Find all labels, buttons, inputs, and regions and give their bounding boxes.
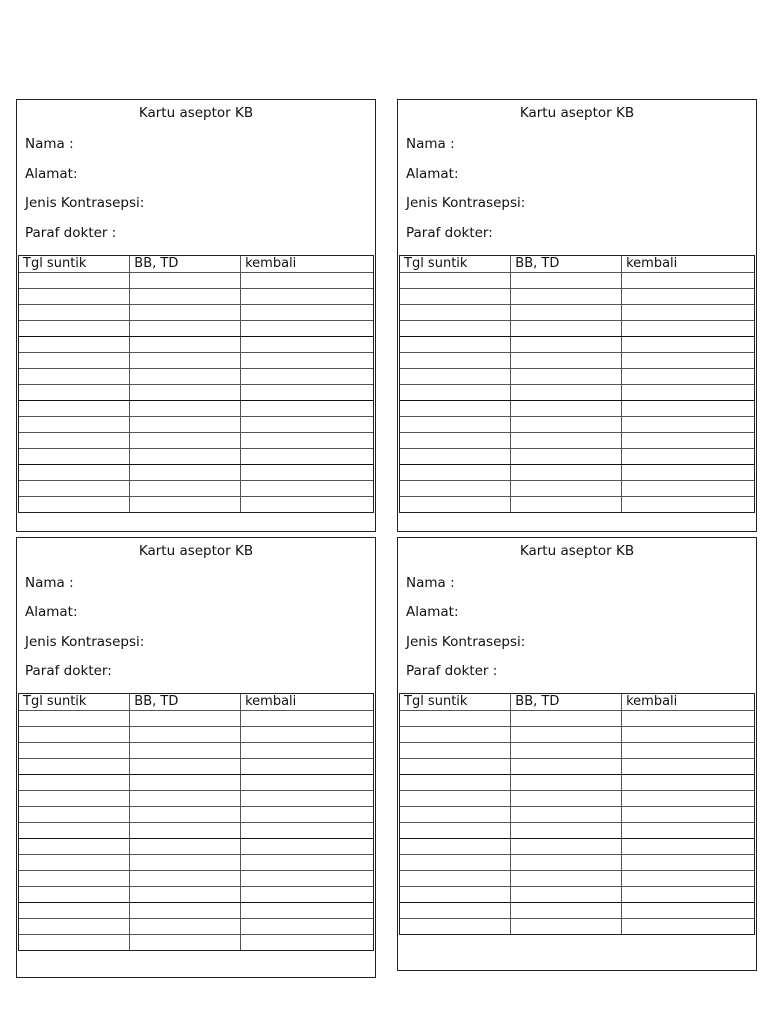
table-row bbox=[400, 886, 754, 902]
table-cell bbox=[622, 400, 754, 416]
table-cell bbox=[511, 710, 622, 726]
table-cell bbox=[511, 726, 622, 742]
table-cell bbox=[400, 288, 511, 304]
nama-label: Nama : bbox=[406, 136, 455, 152]
table-cell bbox=[241, 448, 373, 464]
table-row bbox=[19, 416, 373, 432]
table-cell bbox=[241, 336, 373, 352]
table-row bbox=[19, 918, 373, 934]
nama-label: Nama : bbox=[406, 575, 455, 591]
table-row bbox=[400, 902, 754, 918]
table-cell bbox=[130, 272, 241, 288]
table-cell bbox=[511, 480, 622, 496]
table-row bbox=[19, 384, 373, 400]
table-cell bbox=[241, 352, 373, 368]
table-cell bbox=[511, 320, 622, 336]
table-row bbox=[400, 806, 754, 822]
table-cell bbox=[19, 320, 130, 336]
table-row bbox=[400, 822, 754, 838]
table-row bbox=[400, 448, 754, 464]
table-cell bbox=[400, 838, 511, 854]
table-row bbox=[400, 272, 754, 288]
kb-card-1 bbox=[16, 99, 376, 532]
table-cell bbox=[241, 304, 373, 320]
paraf-dokter-label: Paraf dokter : bbox=[406, 663, 498, 679]
table-cell bbox=[622, 710, 754, 726]
table-cell bbox=[400, 304, 511, 320]
table-cell bbox=[400, 496, 511, 512]
table-cell bbox=[130, 774, 241, 790]
table-cell bbox=[241, 758, 373, 774]
table-cell bbox=[511, 918, 622, 934]
table-cell bbox=[130, 790, 241, 806]
table-cell bbox=[622, 774, 754, 790]
table-cell bbox=[241, 320, 373, 336]
table-cell bbox=[130, 758, 241, 774]
table-cell bbox=[400, 870, 511, 886]
table-cell bbox=[511, 806, 622, 822]
table-row bbox=[19, 854, 373, 870]
table-cell bbox=[19, 352, 130, 368]
table-cell bbox=[241, 774, 373, 790]
table-row bbox=[19, 934, 373, 950]
table-row bbox=[400, 790, 754, 806]
table-cell bbox=[19, 432, 130, 448]
card-title: Kartu aseptor KB bbox=[138, 105, 254, 121]
col-header-kembali: kembali bbox=[622, 256, 754, 272]
table-row bbox=[19, 790, 373, 806]
table-cell bbox=[622, 384, 754, 400]
table-cell bbox=[400, 742, 511, 758]
table-cell bbox=[19, 272, 130, 288]
table-cell bbox=[241, 384, 373, 400]
table-row bbox=[19, 710, 373, 726]
table-cell bbox=[511, 790, 622, 806]
table-row bbox=[400, 838, 754, 854]
table-row bbox=[19, 870, 373, 886]
table-cell bbox=[241, 870, 373, 886]
table-cell bbox=[19, 726, 130, 742]
record-table-wrap bbox=[18, 255, 374, 513]
col-header-kembali: kembali bbox=[241, 694, 373, 710]
table-cell bbox=[241, 742, 373, 758]
table-cell bbox=[241, 272, 373, 288]
table-row bbox=[400, 464, 754, 480]
table-cell bbox=[241, 288, 373, 304]
table-cell bbox=[19, 368, 130, 384]
table-cell bbox=[400, 774, 511, 790]
card-title: Kartu aseptor KB bbox=[519, 105, 635, 121]
table-cell bbox=[400, 902, 511, 918]
table-cell bbox=[130, 854, 241, 870]
table-cell bbox=[241, 464, 373, 480]
table-cell bbox=[400, 918, 511, 934]
record-table-wrap bbox=[399, 693, 755, 935]
table-cell bbox=[130, 304, 241, 320]
table-cell bbox=[19, 742, 130, 758]
table-cell bbox=[511, 352, 622, 368]
table-cell bbox=[130, 400, 241, 416]
col-header-bb-td: BB, TD bbox=[511, 256, 622, 272]
table-row bbox=[400, 352, 754, 368]
table-cell bbox=[622, 464, 754, 480]
table-row bbox=[400, 368, 754, 384]
table-row bbox=[400, 742, 754, 758]
table-cell bbox=[622, 416, 754, 432]
table-row bbox=[19, 774, 373, 790]
table-cell bbox=[400, 710, 511, 726]
table-row bbox=[400, 480, 754, 496]
col-header-tgl-suntik: Tgl suntik bbox=[400, 694, 511, 710]
table-cell bbox=[622, 790, 754, 806]
table-row bbox=[400, 416, 754, 432]
table-row bbox=[19, 726, 373, 742]
table-cell bbox=[511, 304, 622, 320]
table-header-row bbox=[19, 256, 373, 272]
table-cell bbox=[400, 464, 511, 480]
table-cell bbox=[19, 838, 130, 854]
jenis-kontrasepsi-label: Jenis Kontrasepsi: bbox=[25, 634, 145, 650]
table-cell bbox=[130, 886, 241, 902]
record-table bbox=[19, 694, 373, 950]
card-title: Kartu aseptor KB bbox=[519, 543, 635, 559]
table-cell bbox=[400, 886, 511, 902]
jenis-kontrasepsi-label: Jenis Kontrasepsi: bbox=[25, 195, 145, 211]
table-cell bbox=[400, 416, 511, 432]
table-cell bbox=[400, 432, 511, 448]
table-cell bbox=[511, 272, 622, 288]
table-cell bbox=[511, 838, 622, 854]
record-table bbox=[400, 694, 754, 934]
table-row bbox=[19, 288, 373, 304]
table-cell bbox=[19, 774, 130, 790]
table-row bbox=[19, 742, 373, 758]
table-cell bbox=[130, 822, 241, 838]
table-cell bbox=[130, 384, 241, 400]
jenis-kontrasepsi-label: Jenis Kontrasepsi: bbox=[406, 195, 526, 211]
table-cell bbox=[130, 336, 241, 352]
table-cell bbox=[19, 822, 130, 838]
table-cell bbox=[130, 918, 241, 934]
table-row bbox=[400, 918, 754, 934]
table-cell bbox=[400, 368, 511, 384]
table-row bbox=[19, 464, 373, 480]
table-cell bbox=[622, 758, 754, 774]
table-header-row bbox=[19, 694, 373, 710]
record-table-wrap bbox=[18, 693, 374, 951]
table-cell bbox=[622, 870, 754, 886]
table-cell bbox=[19, 288, 130, 304]
table-cell bbox=[511, 758, 622, 774]
table-cell bbox=[511, 432, 622, 448]
table-cell bbox=[622, 448, 754, 464]
table-cell bbox=[130, 416, 241, 432]
table-cell bbox=[511, 902, 622, 918]
table-row bbox=[400, 384, 754, 400]
table-cell bbox=[241, 496, 373, 512]
alamat-label: Alamat: bbox=[406, 604, 459, 620]
table-cell bbox=[400, 854, 511, 870]
table-cell bbox=[241, 432, 373, 448]
table-row bbox=[19, 368, 373, 384]
table-header-row bbox=[400, 694, 754, 710]
table-row bbox=[400, 432, 754, 448]
table-cell bbox=[400, 822, 511, 838]
table-row bbox=[400, 854, 754, 870]
table-cell bbox=[511, 288, 622, 304]
table-row bbox=[19, 822, 373, 838]
table-cell bbox=[130, 496, 241, 512]
table-cell bbox=[622, 336, 754, 352]
record-table bbox=[19, 256, 373, 512]
table-cell bbox=[19, 336, 130, 352]
kb-card-3 bbox=[16, 537, 376, 978]
table-cell bbox=[19, 758, 130, 774]
table-row bbox=[19, 432, 373, 448]
table-row bbox=[19, 480, 373, 496]
alamat-label: Alamat: bbox=[406, 166, 459, 182]
table-cell bbox=[241, 806, 373, 822]
table-cell bbox=[130, 368, 241, 384]
table-cell bbox=[400, 790, 511, 806]
table-cell bbox=[241, 400, 373, 416]
jenis-kontrasepsi-label: Jenis Kontrasepsi: bbox=[406, 634, 526, 650]
col-header-tgl-suntik: Tgl suntik bbox=[400, 256, 511, 272]
table-cell bbox=[400, 272, 511, 288]
table-cell bbox=[622, 272, 754, 288]
kb-card-2 bbox=[397, 99, 757, 532]
table-cell bbox=[241, 726, 373, 742]
table-cell bbox=[241, 934, 373, 950]
table-cell bbox=[622, 918, 754, 934]
table-cell bbox=[622, 902, 754, 918]
table-cell bbox=[241, 368, 373, 384]
table-row bbox=[19, 320, 373, 336]
table-cell bbox=[19, 886, 130, 902]
table-cell bbox=[511, 870, 622, 886]
table-cell bbox=[241, 902, 373, 918]
table-cell bbox=[19, 854, 130, 870]
table-row bbox=[19, 448, 373, 464]
alamat-label: Alamat: bbox=[25, 604, 78, 620]
table-cell bbox=[622, 726, 754, 742]
table-cell bbox=[130, 726, 241, 742]
table-cell bbox=[130, 448, 241, 464]
table-cell bbox=[622, 352, 754, 368]
table-row bbox=[19, 886, 373, 902]
table-cell bbox=[400, 352, 511, 368]
paraf-dokter-label: Paraf dokter: bbox=[25, 663, 112, 679]
table-cell bbox=[19, 464, 130, 480]
paraf-dokter-label: Paraf dokter : bbox=[25, 225, 117, 241]
table-cell bbox=[511, 496, 622, 512]
table-cell bbox=[130, 742, 241, 758]
table-cell bbox=[19, 870, 130, 886]
table-row bbox=[19, 400, 373, 416]
table-row bbox=[19, 806, 373, 822]
table-cell bbox=[130, 480, 241, 496]
table-cell bbox=[19, 934, 130, 950]
table-cell bbox=[19, 496, 130, 512]
table-cell bbox=[130, 464, 241, 480]
table-cell bbox=[622, 838, 754, 854]
table-row bbox=[19, 352, 373, 368]
table-cell bbox=[400, 806, 511, 822]
table-cell bbox=[130, 838, 241, 854]
table-row bbox=[400, 870, 754, 886]
table-cell bbox=[130, 352, 241, 368]
col-header-tgl-suntik: Tgl suntik bbox=[19, 694, 130, 710]
table-row bbox=[400, 710, 754, 726]
table-cell bbox=[622, 854, 754, 870]
table-cell bbox=[19, 790, 130, 806]
table-cell bbox=[130, 902, 241, 918]
nama-label: Nama : bbox=[25, 136, 74, 152]
table-cell bbox=[19, 902, 130, 918]
table-cell bbox=[511, 822, 622, 838]
table-cell bbox=[130, 806, 241, 822]
table-row bbox=[400, 336, 754, 352]
table-cell bbox=[622, 288, 754, 304]
table-cell bbox=[511, 774, 622, 790]
col-header-bb-td: BB, TD bbox=[511, 694, 622, 710]
table-cell bbox=[19, 304, 130, 320]
table-row bbox=[400, 288, 754, 304]
table-cell bbox=[400, 758, 511, 774]
col-header-tgl-suntik: Tgl suntik bbox=[19, 256, 130, 272]
table-cell bbox=[622, 822, 754, 838]
card-title: Kartu aseptor KB bbox=[138, 543, 254, 559]
table-cell bbox=[400, 480, 511, 496]
table-cell bbox=[400, 320, 511, 336]
table-cell bbox=[130, 320, 241, 336]
table-row bbox=[19, 838, 373, 854]
kb-card-4 bbox=[397, 537, 757, 971]
table-cell bbox=[19, 416, 130, 432]
table-cell bbox=[241, 886, 373, 902]
table-cell bbox=[511, 400, 622, 416]
table-cell bbox=[19, 400, 130, 416]
table-cell bbox=[622, 304, 754, 320]
table-cell bbox=[400, 726, 511, 742]
table-cell bbox=[241, 416, 373, 432]
table-cell bbox=[511, 448, 622, 464]
table-cell bbox=[511, 854, 622, 870]
table-cell bbox=[130, 288, 241, 304]
table-cell bbox=[241, 822, 373, 838]
table-cell bbox=[400, 400, 511, 416]
table-cell bbox=[241, 790, 373, 806]
table-cell bbox=[19, 710, 130, 726]
nama-label: Nama : bbox=[25, 575, 74, 591]
table-cell bbox=[241, 710, 373, 726]
table-cell bbox=[400, 448, 511, 464]
table-cell bbox=[622, 806, 754, 822]
table-cell bbox=[622, 368, 754, 384]
table-cell bbox=[130, 934, 241, 950]
table-cell bbox=[241, 854, 373, 870]
table-cell bbox=[511, 464, 622, 480]
col-header-bb-td: BB, TD bbox=[130, 256, 241, 272]
table-cell bbox=[241, 918, 373, 934]
table-cell bbox=[19, 918, 130, 934]
table-cell bbox=[19, 806, 130, 822]
table-cell bbox=[622, 320, 754, 336]
table-cell bbox=[130, 870, 241, 886]
table-cell bbox=[511, 416, 622, 432]
table-cell bbox=[622, 886, 754, 902]
table-cell bbox=[511, 886, 622, 902]
table-cell bbox=[19, 448, 130, 464]
table-row bbox=[400, 496, 754, 512]
alamat-label: Alamat: bbox=[25, 166, 78, 182]
table-row bbox=[400, 758, 754, 774]
paraf-dokter-label: Paraf dokter: bbox=[406, 225, 493, 241]
table-cell bbox=[19, 384, 130, 400]
table-header-row bbox=[400, 256, 754, 272]
table-cell bbox=[511, 336, 622, 352]
table-cell bbox=[241, 838, 373, 854]
table-row bbox=[19, 902, 373, 918]
table-cell bbox=[19, 480, 130, 496]
table-row bbox=[400, 304, 754, 320]
table-row bbox=[400, 400, 754, 416]
table-cell bbox=[622, 496, 754, 512]
table-cell bbox=[511, 742, 622, 758]
table-cell bbox=[241, 480, 373, 496]
table-row bbox=[400, 774, 754, 790]
col-header-kembali: kembali bbox=[622, 694, 754, 710]
table-cell bbox=[622, 432, 754, 448]
table-row bbox=[400, 726, 754, 742]
table-row bbox=[19, 496, 373, 512]
table-cell bbox=[130, 432, 241, 448]
table-cell bbox=[400, 384, 511, 400]
table-row bbox=[19, 758, 373, 774]
table-cell bbox=[400, 336, 511, 352]
table-row bbox=[19, 272, 373, 288]
record-table-wrap bbox=[399, 255, 755, 513]
table-cell bbox=[511, 384, 622, 400]
table-row bbox=[19, 336, 373, 352]
col-header-kembali: kembali bbox=[241, 256, 373, 272]
table-row bbox=[400, 320, 754, 336]
table-row bbox=[19, 304, 373, 320]
table-cell bbox=[130, 710, 241, 726]
table-cell bbox=[622, 742, 754, 758]
table-cell bbox=[622, 480, 754, 496]
record-table bbox=[400, 256, 754, 512]
table-cell bbox=[511, 368, 622, 384]
col-header-bb-td: BB, TD bbox=[130, 694, 241, 710]
